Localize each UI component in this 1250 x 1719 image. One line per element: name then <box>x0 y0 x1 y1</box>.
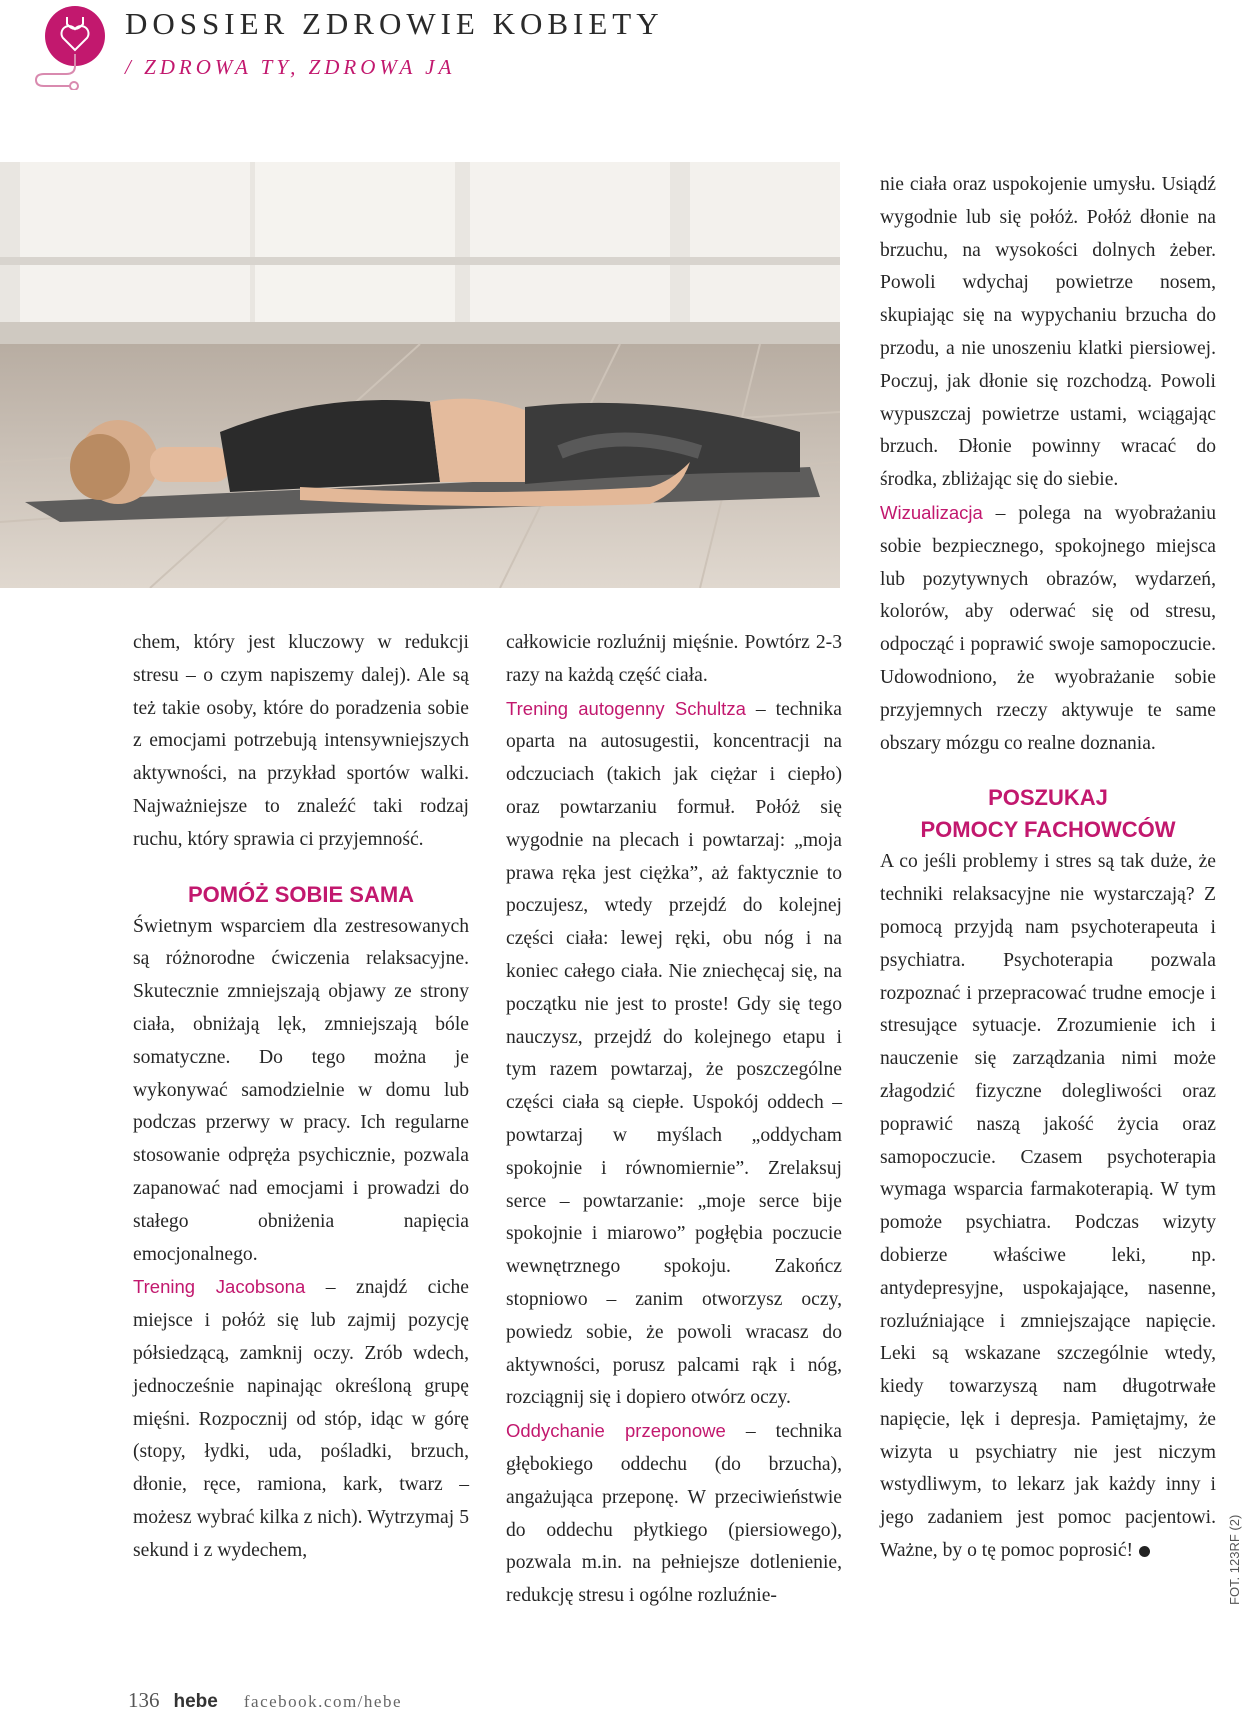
paragraph: Trening autogenny Schultza – technika oparta na autosugestii, koncentracji na odczuciach (takich jak ciężar i ciepło) oraz powtarzaniu formuł. Połóż się wygodnie na plecach i powtarzaj: „moja prawa ręka jest ciężka”, aż faktycznie to poczujesz, wtedy przejdź do kolejnej części ciała: lewej ręki, obu nóg i na koniec całego ciała. Nie zniechęcaj się, na początku nie jest to proste! Gdy się tego nauczysz, przejdź do kolejnego etapu i tym razem powtarzaj, że poszczególne części ciała są ciepłe. Uspokój oddech – powtarzaj w myślach „oddycham spokojnie i równomiernie”. Zrelaksuj serce – powtarzanie: „moje serce bije spokojnie i miarowo” pogłębia poczucie wewnętrznego spokoju. Zakończ stopniowo – zanim otworzysz oczy, powiedz sobie, że powoli wracasz do aktywności, porusz palcami rąk i nóg, rozciągnij się i dopiero otwórz oczy. <box>506 697 842 1409</box>
page-title: DOSSIER ZDROWIE KOBIETY <box>125 6 664 41</box>
paragraph: całkowicie rozluźnij mięśnie. Powtórz 2-3 razy na każdą część ciała. <box>506 632 842 686</box>
paragraph: chem, który jest kluczowy w redukcji stresu – o czym napiszemy dalej). Ale są też takie osoby, które do poradzenia sobie z emocjami potrzebują intensywniejszych aktywności, na przykład sportów walki. Najważniejsze to znaleźć taki rodzaj ruchu, który sprawia ci przyjemność. <box>133 632 469 850</box>
section-heading: POMÓŻ SOBIE SAMA <box>187 881 415 907</box>
paragraph: nie ciała oraz uspokojenie umysłu. Usiądź wygodnie lub się połóż. Połóż dłonie na brzuchu, na wysokości dolnych żeber. Powoli wdychaj powietrze nosem, skupiając się na wypychaniu brzucha do przodu, a nie unoszeniu klatki piersiowej. Poczuj, jak dłonie się rozchodzą. Powoli wypuszczaj powietrze ustami, wciągając brzuch. Dłonie powinny wracać do środka, zbliżając się do siebie. <box>880 174 1216 491</box>
section-heading: POSZUKAJ POMOCY FACHOWCÓW <box>920 785 1176 843</box>
paragraph: Trening Jacobsona – znajdź ciche miejsce i połóż się lub zajmij pozycję półsiedzącą, zamknij oczy. Zrób wdech, jednocześnie napinając określoną grupę mięśni. Rozpocznij od stóp, idąc w górę (stopy, łydki, uda, pośladki, brzuch, dłonie, ręce, ramiona, kark, twarz – możesz wybrać kilka z nich). Wytrzymaj 5 sekund i z wydechem, <box>133 1276 469 1561</box>
facebook-link[interactable]: facebook.com/hebe <box>243 1692 402 1711</box>
article-column-2 <box>506 627 842 1613</box>
page-number: 136 <box>128 1688 160 1712</box>
page-subtitle: / ZDROWA TY, ZDROWA JA <box>125 55 456 79</box>
brand-logo: hebe <box>173 1691 218 1712</box>
photo-credit: FOT. 123RF (2) <box>1227 1514 1242 1605</box>
technique-term: Trening Jacobsona <box>133 1276 306 1298</box>
paragraph: A co jeśli problemy i stres są tak duże, że techniki relaksacyjne nie wystarczają? Z pomocą przyjdą nam psychoterapeuta i psychiatra. Psychoterapia pozwala rozpoznać i przepracować trudne emocje i stresujące sytuacje. Zrozumienie ich i nauczenie się zarządzania nimi może złagodzić fizyczne dolegliwości oraz poprawić naszą jakość życia oraz samopoczucie. Czasem psychoterapia wymaga wsparcia farmakoterapią. W tym pomoże psychiatra. Podczas wizyty dobierze właściwe leki, np. antydepresyjne, uspokajające, nasenne, rozluźniające i zmniejszające napięcie. Leki są wskazane szczególnie wtedy, kiedy towarzyszą nam długotrwałe napięcie, lęk i depresja. Pamiętajmy, że wizyta u psychiatry nie jest niczym wstydliwym, to lekarz jak każdy inny i jego zadaniem jest pomoc pacjentowi. Ważne, by o tę pomoc poprosić! <box>880 851 1216 1562</box>
page-footer <box>128 1688 402 1713</box>
article-column-3 <box>880 169 1216 1568</box>
technique-term: Wizualizacja <box>880 501 983 523</box>
paragraph: Wizualizacja – polega na wyobrażaniu sobie bezpiecznego, spokojnego miejsca lub pozytywnych obrazów, wydarzeń, kolorów, aby oderwać się od stresu, odpocząć i poprawić swoje samopoczucie. Udowodniono, że wyobrażanie sobie przyjemnych rzeczy aktywuje te same obszary mózgu co realne doznania. <box>880 501 1216 754</box>
technique-term: Oddychanie przeponowe <box>506 1420 726 1442</box>
heart-stethoscope-icon <box>30 4 110 90</box>
technique-term: Trening autogenny Schultza <box>506 697 746 719</box>
end-mark-icon <box>1139 1546 1150 1557</box>
yoga-relaxation-photo <box>0 162 840 588</box>
article-column-1 <box>133 627 469 1568</box>
paragraph: Świetnym wsparciem dla zestresowanych są różnorodne ćwiczenia relaksacyjne. Skutecznie zmniejszają objawy ze strony ciała, obniżają lęk, zmniejszają bóle somatyczne. Do tego można je wykonywać samodzielnie w domu lub podczas przerwy w pracy. Ich regularne stosowanie odpręża psychicznie, pozwala zapanować nad emocjami i prowadzi do stałego obniżenia napięcia emocjonalnego. <box>133 915 469 1265</box>
paragraph: Oddychanie przeponowe – technika głębokiego oddechu (do brzucha), angażująca przeponę. W przeciwieństwie do oddechu płytkiego (piersiowego), pozwala m.in. na pełniejsze dotlenienie, redukcję stresu i ogólne rozluźnie- <box>506 1420 842 1607</box>
